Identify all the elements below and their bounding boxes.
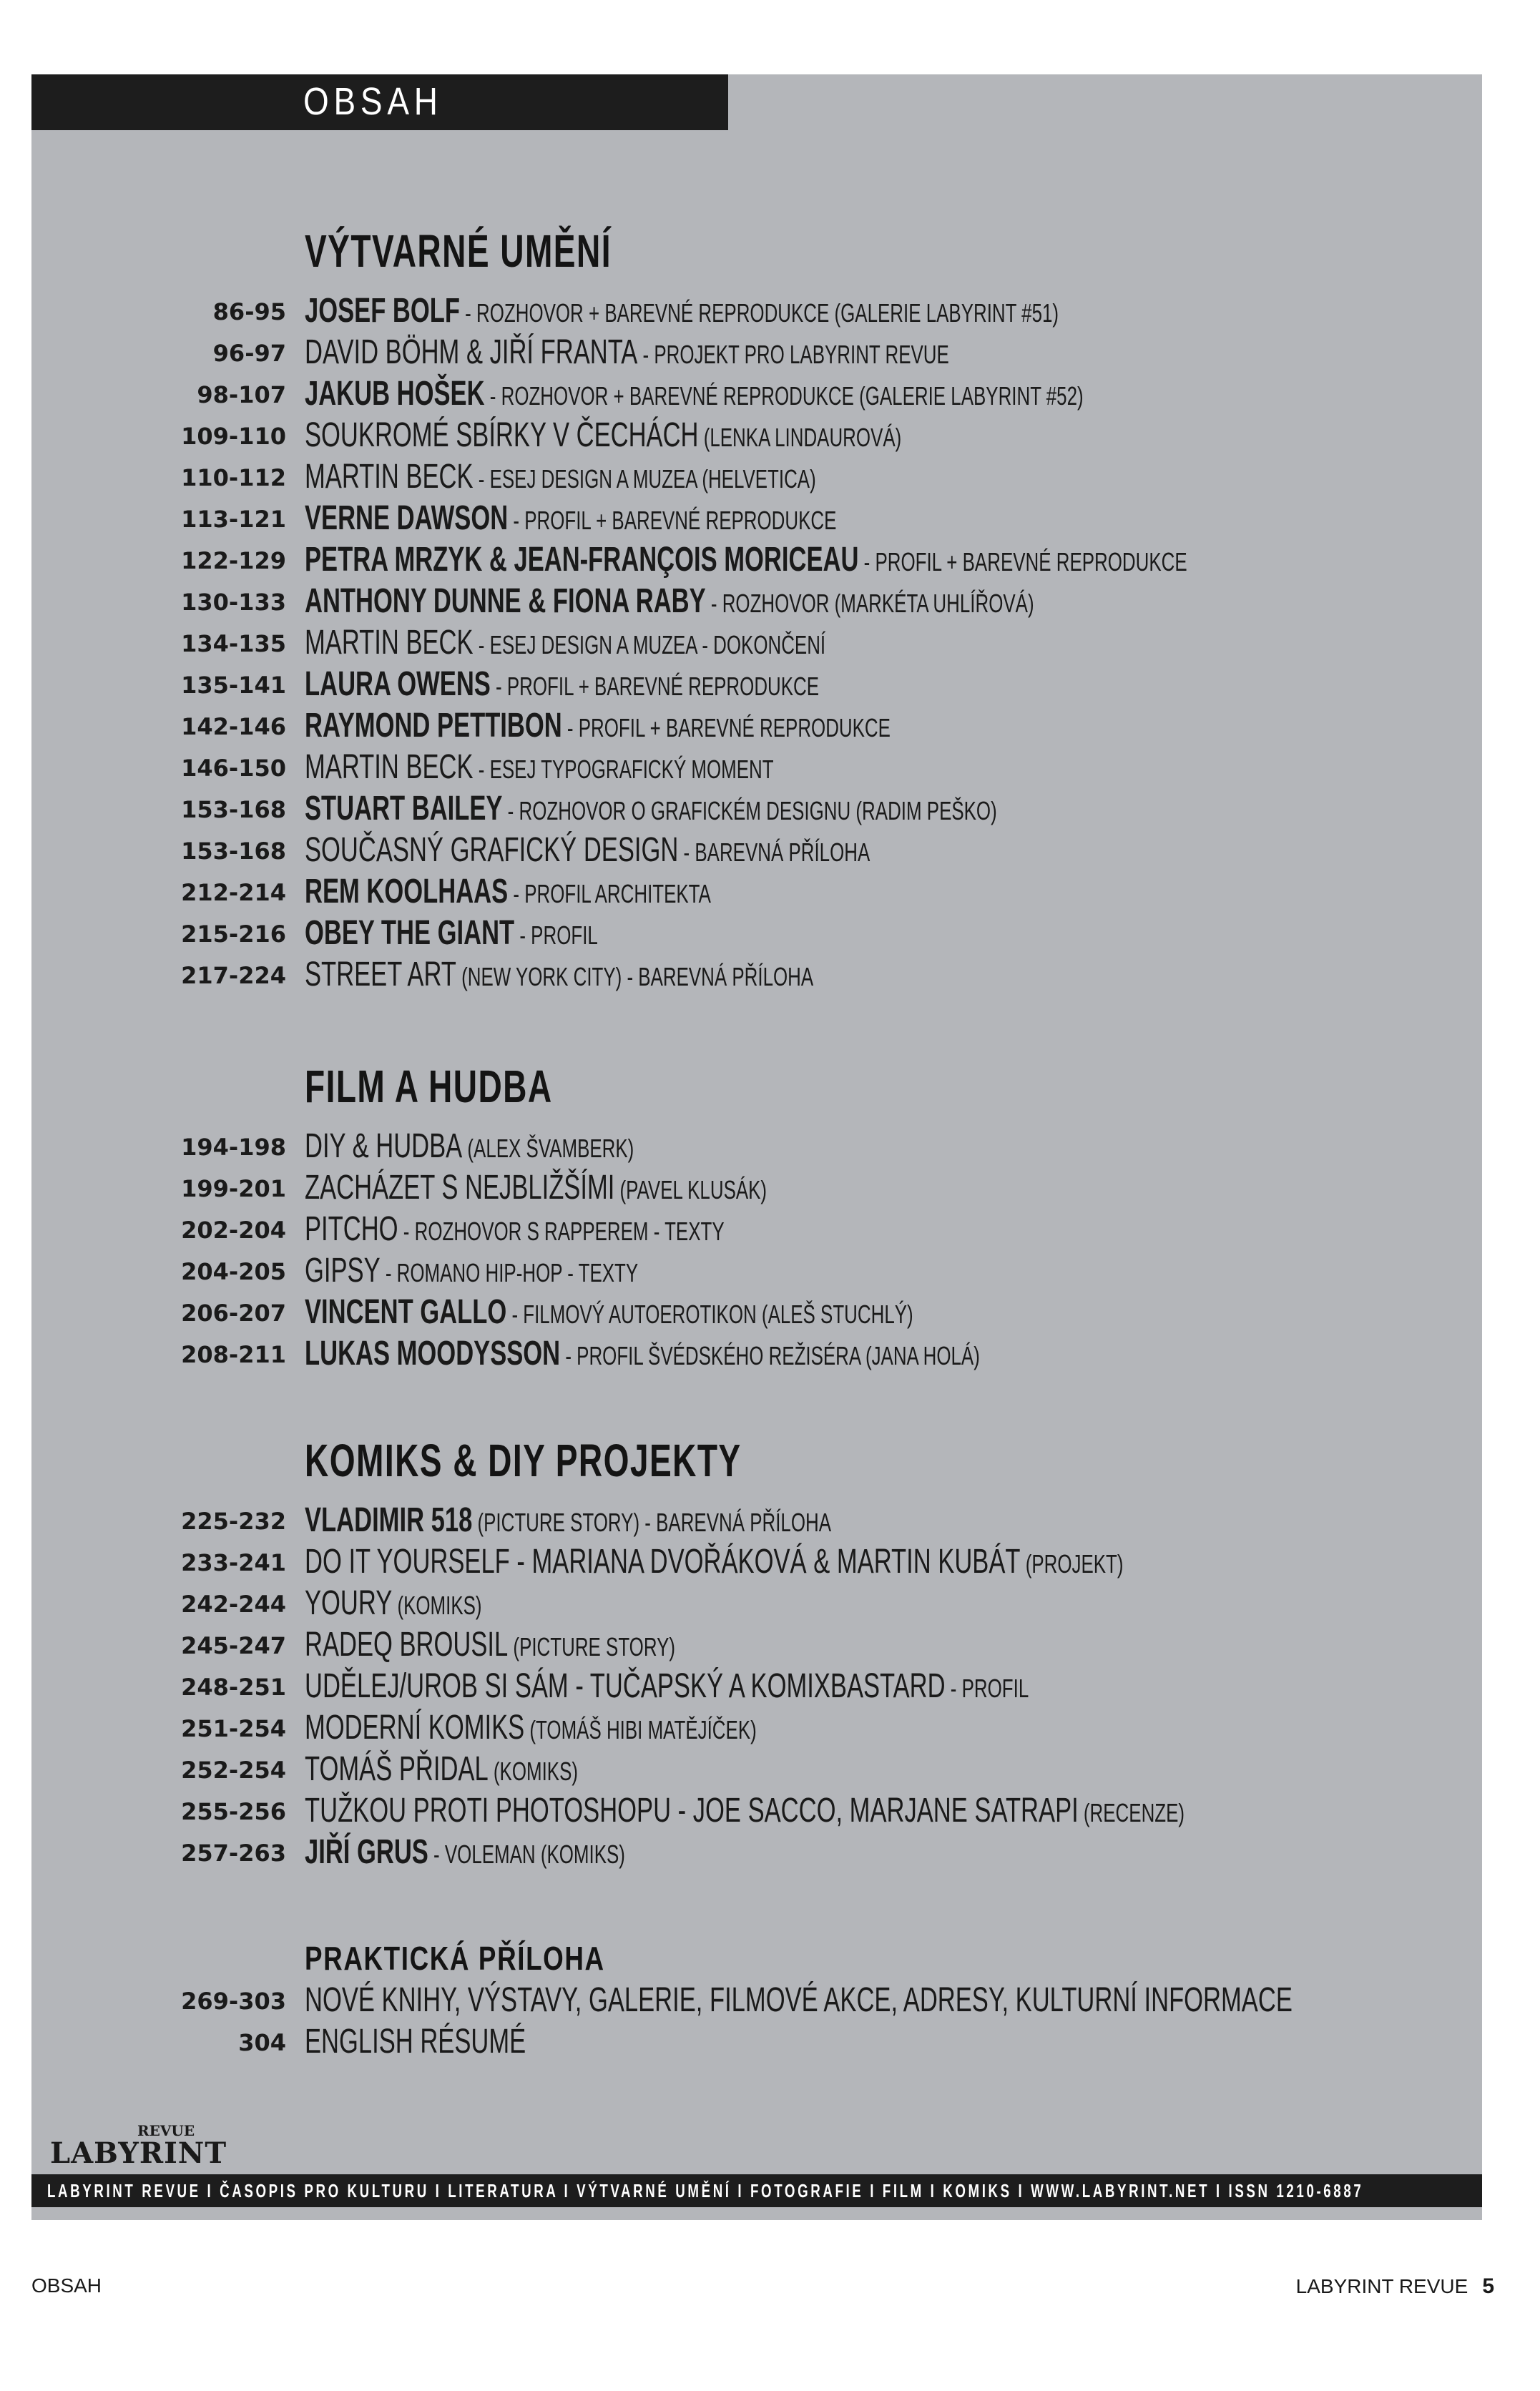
toc-entry <box>0 332 1540 373</box>
entry-description: (ALEX ŠVAMBERK) <box>462 1134 634 1163</box>
entry-description: - PROFIL ŠVÉDSKÉHO REŽISÉRA (JANA HOLÁ) <box>560 1341 980 1370</box>
entry-title: TOMÁŠ PŘIDAL <box>305 1750 489 1788</box>
entry-description: - PROFIL + BAREVNÉ REPRODUKCE <box>561 713 891 742</box>
entry-title: MODERNÍ KOMIKS <box>305 1709 525 1747</box>
entry-title: SOUČASNÝ GRAFICKÝ DESIGN <box>305 831 679 869</box>
entry-text <box>305 788 997 832</box>
toc-entry <box>0 415 1540 456</box>
page-range: 217-224 <box>181 962 286 989</box>
page-range: 204-205 <box>181 1258 286 1285</box>
page-range: 135-141 <box>181 672 286 699</box>
entry-name: LAURA OWENS <box>305 665 491 703</box>
entry-description: - PROFIL <box>945 1674 1029 1703</box>
page-range: 113-121 <box>181 506 286 533</box>
entry-name: JOSEF BOLF <box>305 292 460 330</box>
page-range: 269-303 <box>181 1988 286 2015</box>
entry-title: MARTIN BECK <box>305 624 474 662</box>
entry-description: - PROJEKT PRO LABYRINT REVUE <box>637 340 949 369</box>
entry-description: - FILMOVÝ AUTOEROTIKON (ALEŠ STUCHLÝ) <box>506 1300 913 1329</box>
entry-text <box>305 913 598 956</box>
entry-title: MARTIN BECK <box>305 458 474 496</box>
entry-name: JIŘÍ GRUS <box>305 1833 428 1871</box>
entry-text <box>305 1333 980 1377</box>
page-range: 130-133 <box>181 589 286 616</box>
entry-text <box>305 1980 1293 2023</box>
page-range: 255-256 <box>181 1798 286 1825</box>
entry-description: - ROMANO HIP-HOP - TEXTY <box>380 1258 639 1287</box>
toc-entry <box>0 539 1540 581</box>
page-range: 245-247 <box>181 1632 286 1659</box>
entry-description: - ROZHOVOR S RAPPEREM - TEXTY <box>398 1217 725 1246</box>
toc-entry <box>0 913 1540 954</box>
toc-entry <box>0 705 1540 747</box>
entry-description: - PROFIL + BAREVNÉ REPRODUKCE <box>490 672 820 701</box>
toc-entry <box>0 581 1540 622</box>
toc-entry <box>0 664 1540 705</box>
page-range: 98-107 <box>197 381 286 408</box>
entry-name: OBEY THE GIANT <box>305 914 515 952</box>
logo-small-text: REVUE <box>137 2122 195 2139</box>
page-range: 146-150 <box>181 755 286 782</box>
page-footer-title: LABYRINT REVUE <box>1295 2275 1468 2297</box>
toc-entry <box>0 1209 1540 1250</box>
entry-title: RADEQ BROUSIL <box>305 1626 509 1664</box>
toc-entry <box>0 871 1540 913</box>
entry-description: - ROZHOVOR O GRAFICKÉM DESIGNU (RADIM PEŠKO) <box>502 796 997 825</box>
toc-entry <box>0 1500 1540 1541</box>
entry-name: ANTHONY DUNNE & FIONA RABY <box>305 582 706 620</box>
page-range: 304 <box>238 2029 286 2056</box>
entry-description: - BAREVNÁ PŘÍLOHA <box>678 838 870 867</box>
entry-name: VERNE DAWSON <box>305 499 509 537</box>
entry-title: YOURY <box>305 1584 393 1622</box>
page-range: 122-129 <box>181 547 286 574</box>
toc-entry <box>0 830 1540 871</box>
entry-description: - ESEJ TYPOGRAFICKÝ MOMENT <box>473 755 774 784</box>
page-range: 206-207 <box>181 1300 286 1327</box>
toc-entry <box>0 1126 1540 1167</box>
entry-title: DAVID BÖHM & JIŘÍ FRANTA <box>305 333 638 371</box>
entry-text <box>305 1790 1185 1834</box>
entry-description: - PROFIL + BAREVNÉ REPRODUKCE <box>508 506 837 535</box>
toc-entry <box>0 747 1540 788</box>
entry-description: (PICTURE STORY) - BAREVNÁ PŘÍLOHA <box>472 1508 831 1537</box>
toc-entry <box>0 1250 1540 1292</box>
entry-title: GIPSY <box>305 1252 381 1290</box>
toc-entry <box>0 1333 1540 1375</box>
entry-description: (PROJEKT) <box>1020 1549 1124 1579</box>
page-range: 86-95 <box>212 298 286 325</box>
toc-entry <box>0 290 1540 332</box>
toc-entry <box>0 1167 1540 1209</box>
toc-entry <box>0 456 1540 498</box>
entry-description: (TOMÁŠ HIBI MATĚJÍČEK) <box>524 1715 757 1744</box>
page-range: 215-216 <box>181 920 286 948</box>
entry-title: TUŽKOU PROTI PHOTOSHOPU - JOE SACCO, MARJANE SATRAPI <box>305 1792 1079 1830</box>
footer-bar-text: LABYRINT REVUE I ČASOPIS PRO KULTURU I LITERATURA I VÝTVARNÉ UMĚNÍ I FOTOGRAFIE I FILM I KOMIKS I WWW.LABYRINT.NET I ISSN 1210-6887 <box>47 2180 1364 2201</box>
entry-description: - ROZHOVOR + BAREVNÉ REPRODUKCE (GALERIE LABYRINT #52) <box>484 381 1084 411</box>
entry-name: REM KOOLHAAS <box>305 873 509 910</box>
entry-text <box>305 581 1034 624</box>
entry-description: - ROZHOVOR (MARKÉTA UHLÍŘOVÁ) <box>705 589 1034 618</box>
page-range: 153-168 <box>181 838 286 865</box>
entry-text <box>305 290 1059 334</box>
entry-description: (KOMIKS) <box>392 1591 482 1620</box>
entry-title: ENGLISH RÉSUMÉ <box>305 2023 526 2061</box>
entry-text <box>305 1583 482 1626</box>
entry-title: MARTIN BECK <box>305 748 474 786</box>
page-range: 225-232 <box>181 1508 286 1535</box>
page-range: 257-263 <box>181 1840 286 1867</box>
toc-entry <box>0 1749 1540 1790</box>
section-title: VÝTVARNÉ UMĚNÍ <box>305 225 612 277</box>
page-footer-magazine <box>1296 2274 1494 2299</box>
entry-text <box>305 1832 625 1875</box>
entry-description: (PAVEL KLUSÁK) <box>614 1175 767 1204</box>
entry-description: - PROFIL + BAREVNÉ REPRODUKCE <box>858 547 1187 576</box>
entry-description: (NEW YORK CITY) - BAREVNÁ PŘÍLOHA <box>456 962 814 991</box>
entry-text <box>305 954 813 998</box>
toc-entry <box>0 954 1540 996</box>
entry-text <box>305 1292 913 1335</box>
page-range: 233-241 <box>181 1549 286 1576</box>
entry-text <box>305 539 1187 583</box>
entry-title: DO IT YOURSELF - MARIANA DVOŘÁKOVÁ & MARTIN KUBÁT <box>305 1543 1021 1581</box>
entry-text <box>305 2021 526 2064</box>
page-range: 109-110 <box>181 423 286 450</box>
entry-text <box>305 830 870 873</box>
page-range: 110-112 <box>181 464 286 491</box>
entry-text <box>305 622 825 666</box>
entry-name: JAKUB HOŠEK <box>305 375 485 413</box>
page-title: OBSAH <box>303 80 443 123</box>
entry-text <box>305 1500 831 1543</box>
entry-description: (RECENZE) <box>1078 1798 1185 1827</box>
page-range: 212-214 <box>181 879 286 906</box>
logo-big-text: LABYRINT <box>50 2136 227 2169</box>
page-range: 153-168 <box>181 796 286 823</box>
entry-description: - ROZHOVOR + BAREVNÉ REPRODUKCE (GALERIE LABYRINT #51) <box>459 298 1059 328</box>
entry-title: DIY & HUDBA <box>305 1127 463 1165</box>
page-range: 252-254 <box>181 1757 286 1784</box>
toc-entry <box>0 788 1540 830</box>
entry-text <box>305 1167 767 1211</box>
entry-text <box>305 332 949 375</box>
entry-name: VLADIMIR 518 <box>305 1501 473 1539</box>
page-range: 242-244 <box>181 1591 286 1618</box>
entry-text <box>305 1707 757 1751</box>
entry-name: RAYMOND PETTIBON <box>305 707 562 745</box>
entry-text <box>305 664 819 707</box>
page-range: 134-135 <box>181 630 286 657</box>
toc-entry <box>0 1707 1540 1749</box>
page-range: 202-204 <box>181 1217 286 1244</box>
entry-description: - ESEJ DESIGN A MUZEA (HELVETICA) <box>473 464 816 494</box>
entry-title: SOUKROMÉ SBÍRKY V ČECHÁCH <box>305 416 699 454</box>
toc-entry <box>0 1790 1540 1832</box>
entry-description: - PROFIL <box>514 920 598 950</box>
entry-description: (PICTURE STORY) <box>508 1632 676 1661</box>
entry-name: STUART BAILEY <box>305 790 503 828</box>
toc-entry <box>0 498 1540 539</box>
toc-entry <box>0 1980 1540 2021</box>
entry-description: - VOLEMAN (KOMIKS) <box>428 1840 625 1869</box>
entry-title: PITCHO <box>305 1210 398 1248</box>
entry-text <box>305 456 816 500</box>
page-range: 194-198 <box>181 1134 286 1161</box>
toc-entry <box>0 1624 1540 1666</box>
entry-title: UDĚLEJ/UROB SI SÁM - TUČAPSKÝ A KOMIXBASTARD <box>305 1667 946 1705</box>
entry-title: STREET ART <box>305 956 456 993</box>
entry-text <box>305 1250 638 1294</box>
toc-entry <box>0 1541 1540 1583</box>
entry-text <box>305 1666 1029 1709</box>
page-range: 199-201 <box>181 1175 286 1202</box>
toc-entry <box>0 1583 1540 1624</box>
toc-entry <box>0 1292 1540 1333</box>
toc-entry <box>0 373 1540 415</box>
entry-text <box>305 705 891 749</box>
labyrint-logo <box>46 2118 239 2169</box>
toc-entry <box>0 1832 1540 1873</box>
entry-text <box>305 871 711 915</box>
entry-text <box>305 747 774 790</box>
entry-text <box>305 1126 634 1169</box>
entry-description: - PROFIL ARCHITEKTA <box>508 879 711 908</box>
toc-entry <box>0 1666 1540 1707</box>
page-number: 5 <box>1482 2274 1494 2298</box>
entry-description: (LENKA LINDAUROVÁ) <box>698 423 902 452</box>
entry-description: - ESEJ DESIGN A MUZEA - DOKONČENÍ <box>473 630 826 659</box>
entry-description: (KOMIKS) <box>488 1757 578 1786</box>
page-footer-section: OBSAH <box>31 2274 102 2297</box>
entry-text <box>305 373 1084 417</box>
entry-text <box>305 1749 578 1792</box>
entry-title: ZACHÁZET S NEJBLIŽŠÍMI <box>305 1169 615 1207</box>
page-range: 251-254 <box>181 1715 286 1742</box>
section-title: KOMIKS & DIY PROJEKTY <box>305 1435 742 1486</box>
entry-name: PETRA MRZYK & JEAN-FRANÇOIS MORICEAU <box>305 541 859 579</box>
entry-text <box>305 1624 675 1668</box>
page-range: 96-97 <box>212 340 286 367</box>
entry-text <box>305 498 836 541</box>
entry-name: VINCENT GALLO <box>305 1293 507 1331</box>
entry-text <box>305 1209 725 1252</box>
section-title: PRAKTICKÁ PŘÍLOHA <box>305 1940 605 1977</box>
toc-entry <box>0 2021 1540 2063</box>
page-range: 208-211 <box>181 1341 286 1368</box>
entry-text <box>305 1541 1124 1585</box>
entry-name: LUKAS MOODYSSON <box>305 1335 561 1373</box>
toc-entry <box>0 622 1540 664</box>
section-title: FILM A HUDBA <box>305 1061 553 1112</box>
page-range: 142-146 <box>181 713 286 740</box>
entry-text <box>305 415 901 458</box>
entry-title: NOVÉ KNIHY, VÝSTAVY, GALERIE, FILMOVÉ AKCE, ADRESY, KULTURNÍ INFORMACE <box>305 1981 1293 2019</box>
page-range: 248-251 <box>181 1674 286 1701</box>
